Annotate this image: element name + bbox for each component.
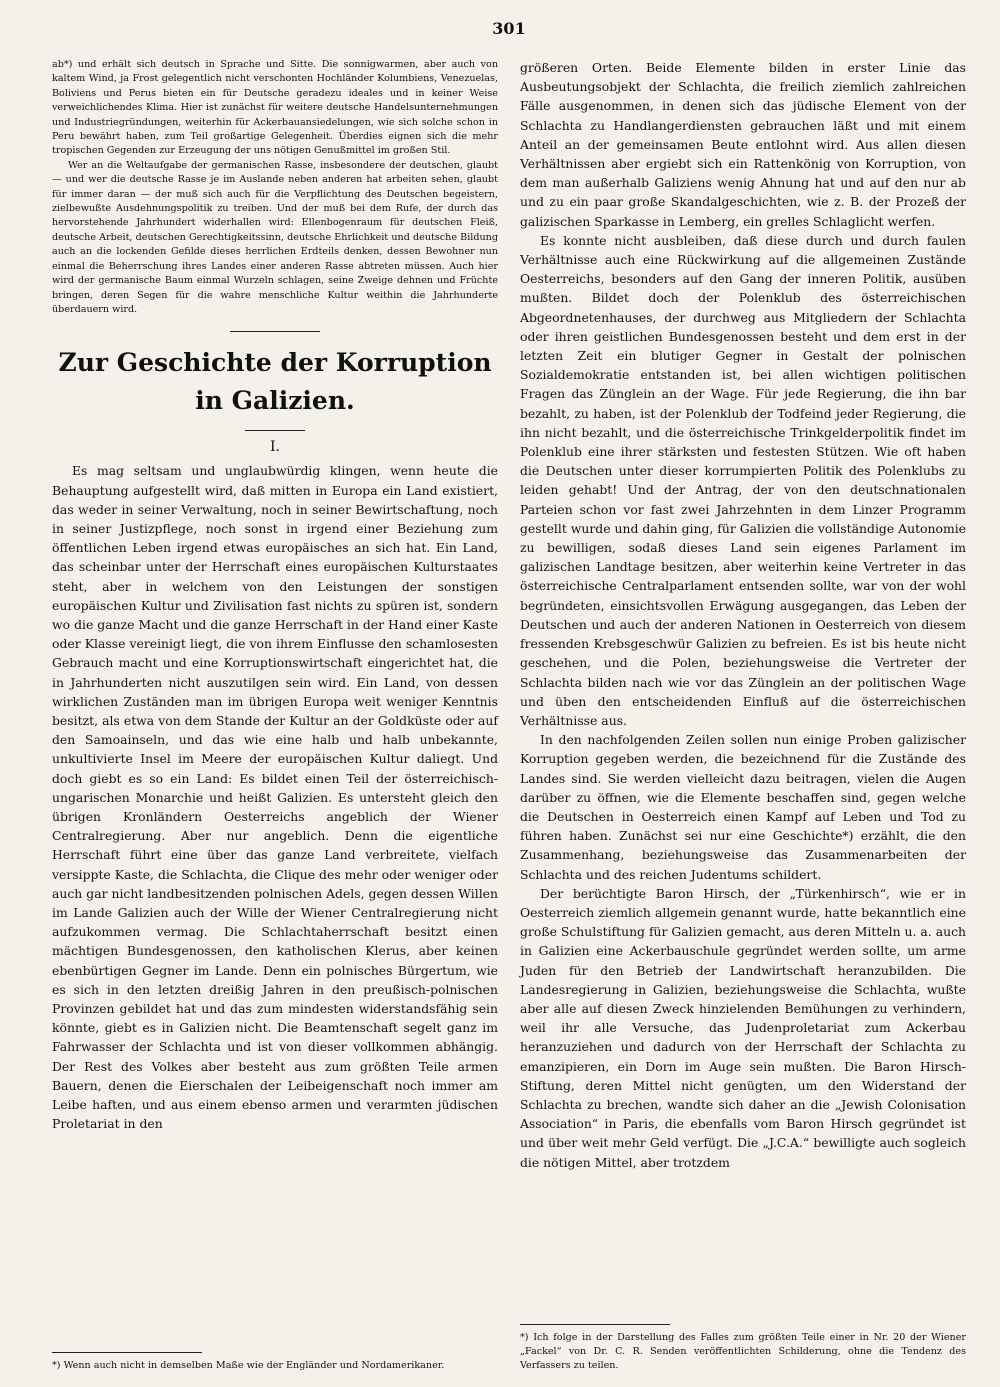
- right-paragraph-1: größeren Orten. Beide Elemente bilden in erster Linie das Ausbeutungsobjekt der Schlachta, die freilich ziemlich zahlreichen Fälle ausgenommen, in denen sich das jüdische Element von der Schlachta zu Handlangerdiensten gebrauchen läßt und mit einem Anteil an der gemeinsamen Beute entlohnt wird. Aus allen diesen Verhältnissen aber ergiebt sich ein Rattenkönig von Korruption, von dem man außerhalb Galiziens wenig Ahnung hat und auf den nur ab und zu ein paar große Skandalgeschichten, wie z. B. der Prozeß der galizischen Sparkasse in Lemberg, ein grelles Schlaglicht werfen.: [520, 60, 966, 229]
- left-footnote-block: [52, 1352, 498, 1373]
- right-footnote-block: [520, 1324, 966, 1373]
- right-footnote-rule: [520, 1324, 670, 1325]
- article-divider: [230, 331, 320, 332]
- article-title: [52, 344, 498, 420]
- section-number: I.: [270, 439, 280, 456]
- article-title-line-1: Zur Geschichte der Korruption: [58, 348, 492, 378]
- right-paragraph-3: In den nachfolgenden Zeilen sollen nun einige Proben galizischer Korruption gegeben werden, die bezeichnend für die Zustände des Landes sind. Sie werden vielleicht dazu beitragen, vielen die Augen darüber zu öffnen, wie die Elemente beschaffen sind, gegen welche die Deutschen in Oesterreich einen Kampf auf Leben und Tod zu führen haben. Zunächst sei nur eine Geschichte*) erzählt, die den Zusammenhang, beziehungsweise das Zusammenarbeiten der Schlachta und des reichen Judentums schildert.: [520, 732, 966, 882]
- right-footnote: *) Ich folge in der Darstellung des Falles zum größten Teile einer in Nr. 20 der Wiener „Fackel“ von Dr. C. R. Senden veröffentlichten Schilderung, ohne die Tendenz des Verfassers zu teilen.: [520, 1332, 966, 1371]
- page-columns: [52, 58, 966, 1373]
- body-paragraph-1: Es mag seltsam und unglaubwürdig klingen, wenn heute die Behauptung aufgestellt wird, daß mitten in Europa ein Land existiert, das weder in seiner Verwaltung, noch in seiner Bewirtschaftung, noch in seiner Justizpflege, noch sonst in irgend einer Beziehung zum öffentlichen Leben irgend etwas europäisches an sich hat. Ein Land, das scheinbar unter der Herrschaft eines europäischen Kulturstaates steht, aber in welchem von den Leistungen der sonstigen europäischen Kultur und Zivilisation fast nichts zu spüren ist, sondern wo die ganze Macht und die ganze Herrschaft in der Hand einer Kaste oder Klasse vereinigt liegt, die von ihrem Einflusse den schamlosesten Gebrauch macht und eine Korruptionswirtschaft eingerichtet hat, die in Jahrhunderten nicht auszutilgen sein wird. Ein Land, von dessen wirklichen Zuständen man im übrigen Europa weit weniger Kenntnis besitzt, als etwa von dem Stande der Kultur an der Goldküste oder auf den Samoainseln, und das wie eine halb und halb unbekannte, unkultivierte Insel im Meere der europäischen Kultur daliegt. Und doch giebt es so ein Land: Es bildet einen Teil der österreichisch-ungarischen Monarchie und heißt Galizien. Es untersteht gleich den übrigen Kronländern Oesterreichs angeblich der Wiener Centralregierung. Aber nur angeblich. Denn die eigentliche Herrschaft führt eine über das ganze Land verbreitete, vielfach versippte Kaste, die Schlachta, die Clique des mehr oder weniger oder auch gar nicht landbesitzenden polnischen Adels, gegen dessen Willen im Lande Galizien auch der Wille der Wiener Centralregierung nicht aufzukommen vermag. Die Schlachtaherrschaft besitzt einen mächtigen Bundesgenossen, den katholischen Klerus, aber keinen ebenbürtigen Gegner im Lande. Denn ein polnisches Bürgertum, wie es sich in den letzten dreißig Jahren in den preußisch-polnischen Provinzen gebildet hat und das zum mindesten widerstandsfähig sein könnte, giebt es in Galizien nicht. Die Beamtenschaft segelt ganz im Fahrwasser der Schlachta und ist von dieser vollkommen abhängig. Der Rest des Volkes aber besteht aus zum größten Teile armen Bauern, denen die Eierschalen der Leibeigenschaft noch immer am Leibe haften, und aus einem ebenso armen und verarmten jüdischen Proletariat in den: [52, 463, 498, 1132]
- right-paragraph-4: Der berüchtigte Baron Hirsch, der „Türkenhirsch“, wie er in Oesterreich ziemlich allgemein genannt wurde, hatte bekanntlich eine große Schulstiftung für Galizien gemacht, aus deren Mitteln u. a. auch in Galizien eine Ackerbauschule gegründet werden sollte, um arme Juden für den Betrieb der Landwirtschaft heranzubilden. Die Landesregierung in Galizien, beziehungsweise die Schlachta, wußte aber alle auf diesen Zweck hinzielenden Bemühungen zu verhindern, weil ihr alle Versuche, das Judenproletariat zum Ackerbau heranzuziehen und dadurch von der Herrschaft der Schlachta zu emanzipieren, ein Dorn im Auge sein mußten. Die Baron Hirsch-Stiftung, deren Mittel nicht genügten, um den Widerstand der Schlachta zu brechen, wandte sich daher an die „Jewish Colonisation Association“ in Paris, die ebenfalls vom Baron Hirsch gegründet ist und über weit mehr Geld verfügt. Die „J.C.A.“ bewilligte auch sogleich die nötigen Mittel, aber trotzdem: [520, 885, 966, 1170]
- left-footnote-rule: [52, 1352, 202, 1353]
- left-column: [52, 58, 498, 1373]
- continuation-paragraph-1: ab*) und erhält sich deutsch in Sprache und Sitte. Die sonnigwarmen, aber auch von kaltem Wind, ja Frost gelegentlich nicht verschonten Hochländer Kolumbiens, Venezuelas, Boliviens und Perus bieten ein für Deutsche geradezu ideales und in keiner Weise verweichlichendes Klima. Hier ist zunächst für weitere deutsche Handelsunternehmungen und Industriegründungen, weiterhin für Ackerbauansiedelungen, wie sich solche schon in Peru bewährt haben, zum Teil großartige Gelegenheit. Überdies eignen sich die mehr tropischen Gegenden zur Erzeugung der uns nötigen Genußmittel im großen Stil.: [52, 59, 498, 157]
- right-column: [520, 58, 966, 1373]
- previous-article-continuation: [52, 58, 498, 317]
- article-title-line-2: in Galizien.: [195, 386, 355, 416]
- article-body-right: [520, 58, 966, 1172]
- left-footnote: *) Wenn auch nicht in demselben Maße wie der Engländer und Nordamerikaner.: [52, 1360, 445, 1371]
- continuation-paragraph-2: Wer an die Weltaufgabe der germanischen Rasse, insbesondere der deutschen, glaubt — und wer die deutsche Rasse je im Auslande neben anderen hat arbeiten sehen, glaubt für immer daran — der muß sich auch für die Verpflichtung des Deutschen begeistern, zielbewußte Ausdehnungspolitik zu treiben. Und der muß bei dem Rufe, der durch das hervorstehende Jahrhundert widerhallen wird: Ellenbogenraum für deutschen Fleiß, deutsche Arbeit, deutschen Gerechtigkeitssinn, deutsche Ehrlichkeit und deutsche Bildung auch an die lockenden Gefilde dieses herrlichen Erdteils denken, dessen Bewohner nun einmal die Beherrschung ihres Landes einer anderen Rasse abtreten müssen. Auch hier wird der germanische Baum einmal Wurzeln schlagen, seine Zweige dehnen und Früchte bringen, deren Segen für die wahre menschliche Kultur weithin die Jahrhunderte überdauern wird.: [52, 159, 498, 315]
- title-rule: [245, 430, 305, 431]
- right-paragraph-2: Es konnte nicht ausbleiben, daß diese durch und durch faulen Verhältnisse auch eine Rückwirkung auf die allgemeinen Zustände Oesterreichs, besonders auf den Gang der inneren Politik, ausüben mußten. Bildet doch der Polenklub des österreichischen Abgeordnetenhauses, der durchweg aus Mitgliedern der Schlachta oder ihren geistlichen Bundesgenossen besteht und dem erst in der letzten Zeit ein blutiger Gegner in Gestalt der polnischen Sozialdemokratie entstanden ist, bei allen wichtigen politischen Fragen das Zünglein an der Wage. Für jede Regierung, die ihn bar bezahlt, zu haben, ist der Polenklub der Todfeind jeder Regierung, die ihn nicht bezahlt, und die österreichische Trinkgelderpolitik findet im Polenklub eine ihrer stärksten und festesten Stützen. Wie oft haben die Deutschen unter dieser korrumpierten Politik des Polenklubs zu leiden gehabt! Und der Antrag, der von den deutschnationalen Parteien schon vor fast zwei Jahrzehnten in dem Linzer Programm gestellt wurde und dahin ging, für Galizien die vollständige Autonomie zu bewilligen, sodaß dieses Land sein eigenes Parlament im galizischen Landtage besitzen, aber weiterhin keine Vertreter in das österreichische Centralparlament entsenden sollte, war von der wohl begründeten, einsichtsvollen Erwägung ausgegangen, das Leben der Deutschen und auch der anderen Nationen in Oesterreich von diesem fressenden Krebsgeschwür Galizien zu befreien. Es ist bis heute nicht geschehen, und die Polen, beziehungsweise die Vertreter der Schlachta bilden nach wie vor das Zünglein an der politischen Wage und üben den entscheidenden Einfluß auf die österreichischen Verhältnisse aus.: [520, 232, 966, 728]
- page-number: 301: [492, 19, 526, 38]
- article-body-left: [52, 461, 498, 1133]
